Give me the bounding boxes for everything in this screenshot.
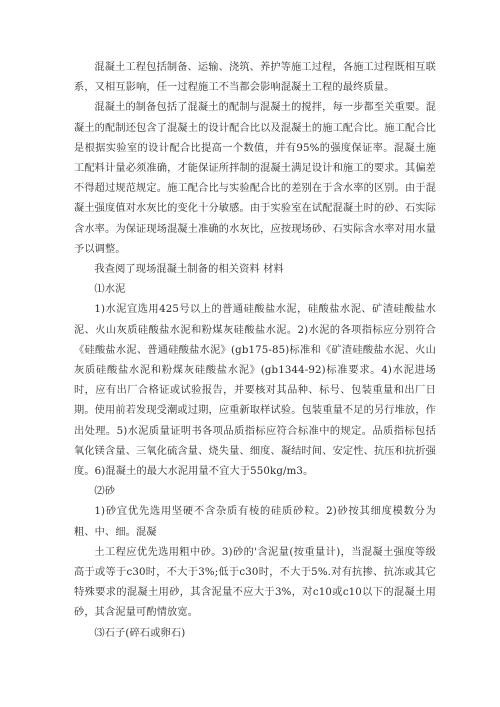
paragraph-sand-2: 土工程应优先选用粗中砂。3)砂的'含泥量(按重量计)，当混凝土强度等级高于或等于c30时，不大于3%;低于c30时，不大于5%.对有抗掺、抗冻或其它特殊要求的混凝土用砂，其含泥量不应大于3%，对c10或c10以下的混凝土用砂，其含泥量可酌情放宽。 [74,546,436,619]
paragraph-sand-1: 1)砂宜优先选用坚硬不含杂质有棱的硅质砂粒。2)砂按其细度模数分为粗、中、细。混凝 [74,506,436,538]
heading-stone: ⑶石子(碎石或卵石) [94,627,186,639]
document-body [74,58,436,644]
heading-sand: ⑵砂 [94,486,116,498]
paragraph-preparation: 混凝土的制备包括了混凝土的配制与混凝土的搅拌，每一步都至关重要。混凝土的配制还包含了混凝土的设计配合比以及混凝土的施工配合比。施工配合比是根据实验室的设计配合比提高一个数值，并有95%的强度保证率。混凝土施工配料计量必须准确，才能保证所拌制的混凝土满足设计和施工的要求。其偏差不得超过规范规定。施工配合比与实验配合比的差别在于含水率的区别。由于混凝土强度值对水灰比的变化十分敏感。由于实验室在试配混凝土时的砂、石实际含水率。为保证现场混凝土准确的水灰比，应按现场砂、石实际含水率对用水量予以调整。 [74,102,436,255]
paragraph-materials-note: 我查阅了现场混凝土制备的相关资料 材料 [94,264,284,276]
paragraph-intro: 混凝土工程包括制备、运输、浇筑、养护等施工过程，各施工过程既相互联系，又相互影响，任一过程施工不当都会影响混凝土工程的最终质量。 [74,62,436,94]
paragraph-cement: 1)水泥宜选用425号以上的普通硅酸盐水泥，硅酸盐水泥、矿渣硅酸盐水泥、火山灰质硅酸盐水泥和粉煤灰硅酸盐水泥。2)水泥的各项指标应分别符合《硅酸盐水泥、普通硅酸盐水泥》(gb175-85)标准和《矿渣硅酸盐水泥、火山灰质硅酸盐水泥和粉煤灰硅酸盐水泥》(gb1344-92)标准要求。4)水泥进场时，应有出厂合格证或试验报告，并要核对其品种、标号、包装重量和出厂日期。使用前若发现受潮或过期，应重新取样试验。包装重量不足的另行堆放，作出处理。5)水泥质量证明书各项品质指标应符合标准中的规定。品质指标包括氧化镁含量、三氧化硫含量、烧失量、细度、凝结时间、安定性、抗压和抗折强度。6)混凝土的最大水泥用量不宜大于550kg/m3。 [74,304,436,478]
heading-cement: ⑴水泥 [94,284,126,296]
